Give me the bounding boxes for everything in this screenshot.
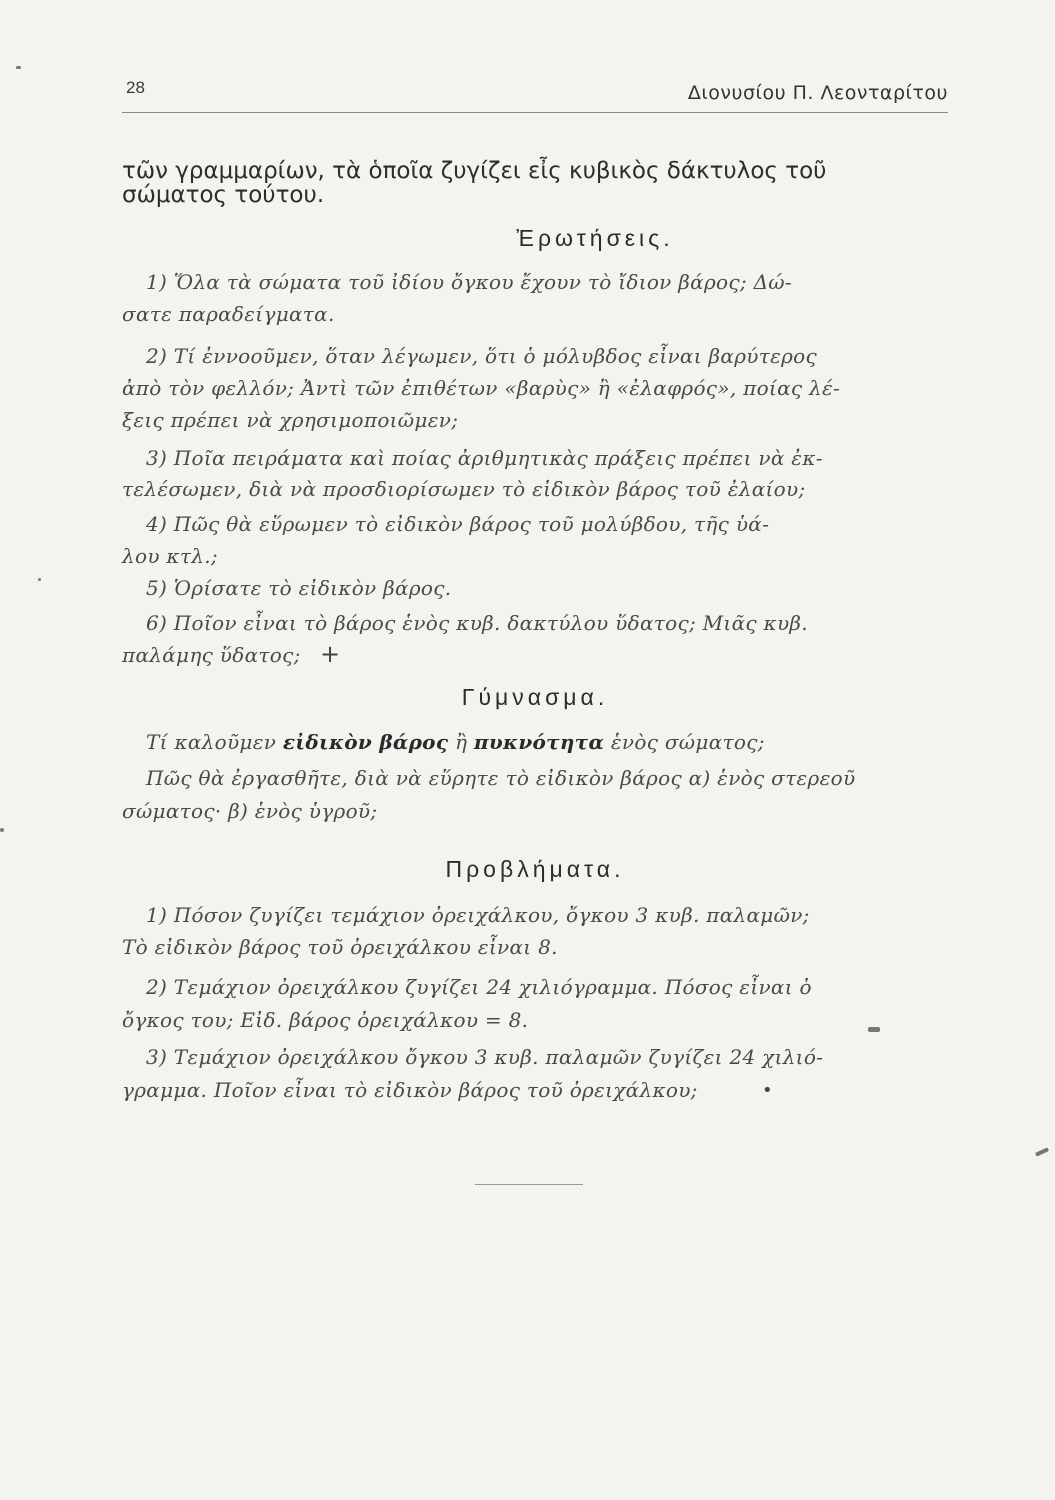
ink-bullet-mark: • (762, 1080, 773, 1101)
problems-heading: Προβλήματα. (445, 856, 625, 882)
question-line-3: 2) Τί ἐννοοῦμεν, ὅταν λέγωμεν, ὅτι ὁ μόλυβδος εἶναι βαρύτερος (146, 344, 818, 368)
end-rule (475, 1184, 583, 1185)
exercise-line-1-post: ἑνὸς σώματος; (604, 730, 765, 754)
problem-line-2: Τὸ εἰδικὸν βάρος τοῦ ὀρειχάλκου εἶναι 8. (122, 935, 558, 959)
question-line-12: παλάμης ὕδατος; (122, 643, 301, 667)
exercise-line-2: Πῶς θὰ ἐργασθῆτε, διὰ νὰ εὕρητε τὸ εἰδικὸν βάρος α) ἑνὸς στερεοῦ (146, 766, 856, 790)
problem-line-3: 2) Τεμάχιον ὀρειχάλκου ζυγίζει 24 χιλιόγραμμα. Πόσος εἶναι ὁ (146, 975, 812, 999)
page-header (122, 76, 948, 113)
question-line-10: 5) Ὁρίσατε τὸ εἰδικὸν βάρος. (146, 576, 452, 600)
intro-line-2: σώματος τούτου. (122, 182, 325, 208)
intro-line-1: τῶν γραμμαρίων, τὰ ὁποῖα ζυγίζει εἶς κυβικὸς δάκτυλος τοῦ (122, 158, 827, 184)
exercise-line-1-pre: Τί καλοῦμεν (146, 730, 283, 754)
question-line-9: λου κτλ.; (122, 544, 218, 568)
problem-line-6: γραμμα. Ποῖον εἶναι τὸ εἰδικὸν βάρος τοῦ ὀρειχάλκου; (122, 1078, 698, 1102)
page-number: 28 (126, 78, 145, 97)
scan-speck (16, 66, 21, 69)
exercise-line-1 (146, 730, 972, 754)
question-line-8: 4) Πῶς θὰ εὕρωμεν τὸ εἰδικὸν βάρος τοῦ μολύβδου, τῆς ὑά- (146, 512, 770, 536)
scan-speck (0, 828, 4, 832)
question-line-4: ἀπὸ τὸν φελλόν; Ἀντὶ τῶν ἐπιθέτων «βαρὺς» ἢ «ἐλαφρός», ποίας λέ- (122, 376, 841, 400)
question-line-11: 6) Ποῖον εἶναι τὸ βάρος ἑνὸς κυβ. δακτύλου ὕδατος; Μιᾶς κυβ. (146, 611, 808, 635)
handwritten-cross-mark: + (320, 640, 341, 668)
scan-speck (38, 578, 41, 581)
question-line-1: 1) Ὅλα τὰ σώματα τοῦ ἰδίου ὄγκου ἔχουν τὸ ἴδιον βάρος; Δώ- (146, 270, 792, 294)
question-line-2: σατε παραδείγματα. (122, 302, 335, 326)
running-head: Διονυσίου Π. Λεονταρίτου (687, 82, 948, 104)
question-line-7: τελέσωμεν, διὰ νὰ προσδιορίσωμεν τὸ εἰδικὸν βάρος τοῦ ἐλαίου; (122, 477, 806, 501)
scan-speck (1035, 1147, 1049, 1157)
problem-line-1: 1) Πόσον ζυγίζει τεμάχιον ὀρειχάλκου, ὄγκου 3 κυβ. παλαμῶν; (146, 903, 810, 927)
question-line-5: ξεις πρέπει νὰ χρησιμοποιῶμεν; (122, 408, 459, 432)
problem-line-5: 3) Τεμάχιον ὀρειχάλκου ὄγκου 3 κυβ. παλαμῶν ζυγίζει 24 χιλιό- (146, 1045, 824, 1069)
questions-heading: Ἐρωτήσεις. (516, 225, 674, 251)
question-line-6: 3) Ποῖα πειράματα καὶ ποίας ἀριθμητικὰς πράξεις πρέπει νὰ ἐκ- (146, 446, 823, 470)
exercise-line-3: σώματος· β) ἑνὸς ὑγροῦ; (122, 799, 378, 823)
exercise-heading: Γύμνασμα. (461, 684, 609, 710)
exercise-term-specific-weight: εἰδικὸν βάρος (282, 730, 449, 754)
exercise-term-density: πυκνότητα (473, 730, 605, 754)
scan-speck (868, 1027, 880, 1032)
exercise-line-1-mid: ἢ (448, 730, 474, 754)
problem-line-4: ὄγκος του; Εἰδ. βάρος ὀρειχάλκου = 8. (122, 1008, 529, 1032)
